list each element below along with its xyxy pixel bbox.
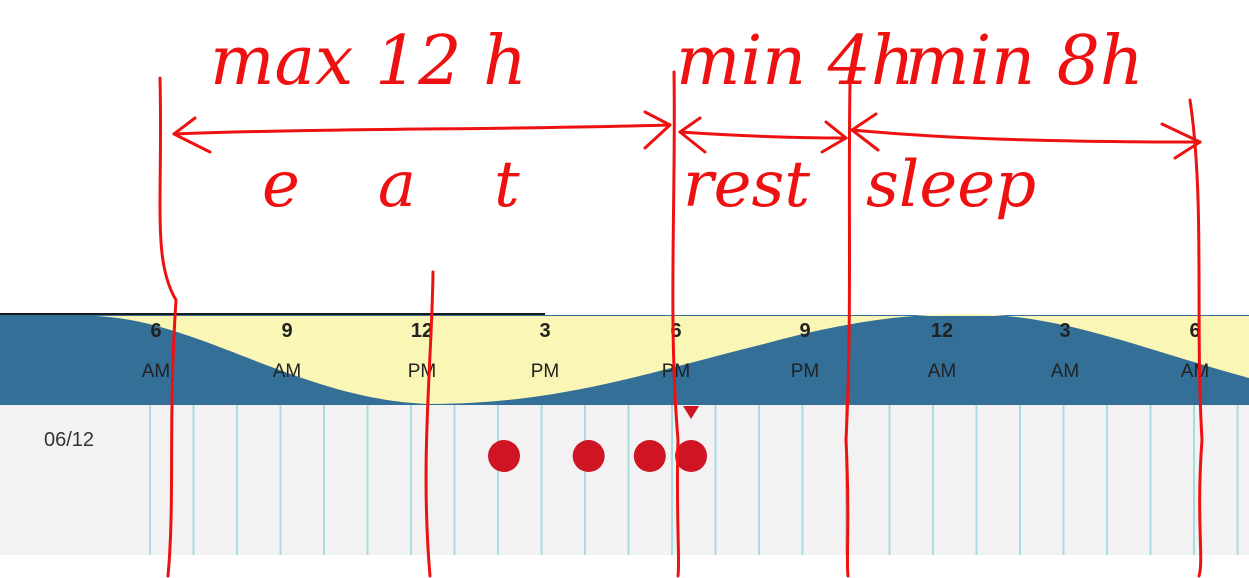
rest-segment-note: rest: [683, 148, 811, 222]
tick-hour-label: 6: [1189, 320, 1201, 342]
tick-ampm-label: PM: [790, 361, 820, 382]
row-date-label: 06/12: [44, 429, 95, 451]
tick-hour-label: 6: [150, 320, 162, 342]
tick-ampm-label: AM: [1050, 361, 1080, 382]
eat-arrowhead-right: [645, 112, 670, 148]
rest-limit-note: min 4h: [676, 22, 915, 101]
boundary-line-noon: [426, 272, 433, 576]
tick-hour-label: 9: [281, 320, 293, 342]
boundary-line-rest-end: [846, 84, 850, 576]
sleep-span-arrow: [852, 130, 1200, 142]
tick-hour-label: 12: [930, 320, 954, 342]
sleep-limit-note: min 8h: [905, 22, 1144, 101]
eat-segment-note: eat: [262, 148, 598, 222]
tick-hour-label: 3: [539, 320, 551, 342]
tick-ampm-label: PM: [530, 361, 560, 382]
sleep-segment-note: sleep: [866, 148, 1037, 222]
tick-hour-label: 3: [1059, 320, 1071, 342]
boundary-line-start: [160, 78, 176, 576]
rest-span-arrow: [680, 132, 846, 138]
tick-ampm-label: AM: [927, 361, 957, 382]
tick-ampm-label: PM: [407, 361, 437, 382]
boundary-line-eat-end: [673, 72, 679, 576]
tick-hour-label: 12: [410, 320, 434, 342]
tick-ampm-label: PM: [661, 361, 691, 382]
tick-hour-label: 6: [670, 320, 682, 342]
tick-ampm-label: AM: [1180, 361, 1210, 382]
eat-limit-note: max 12 h: [210, 22, 527, 101]
boundary-line-sleep-end: [1190, 100, 1202, 576]
eat-span-arrow: [174, 125, 670, 134]
tick-ampm-label: AM: [272, 361, 302, 382]
rest-arrowhead-left: [680, 118, 705, 152]
tick-hour-label: 9: [799, 320, 811, 342]
tick-ampm-label: AM: [141, 361, 171, 382]
